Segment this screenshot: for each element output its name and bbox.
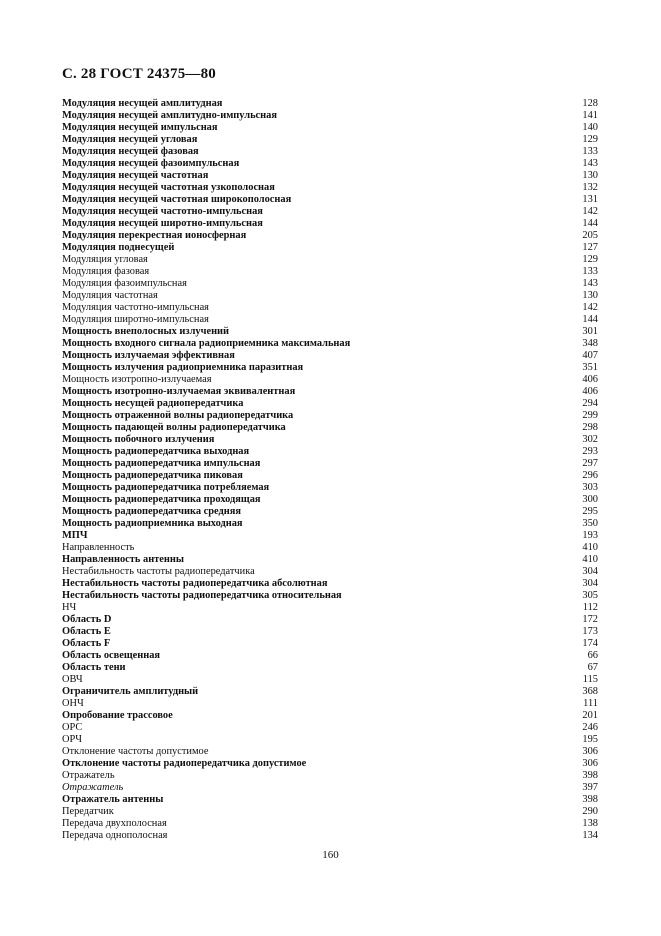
index-entry bbox=[62, 434, 598, 446]
index-term: Мощность побочного излучения bbox=[62, 434, 215, 445]
index-term: Модуляция несущей частотно-импульсная bbox=[62, 206, 263, 217]
index-term: Модуляция поднесущей bbox=[62, 242, 175, 253]
index-page-ref: 293 bbox=[582, 446, 598, 457]
index-entry bbox=[62, 158, 598, 170]
index-page-ref: 130 bbox=[582, 170, 598, 181]
index-term: Мощность несущей радиопередатчика bbox=[62, 398, 244, 409]
index-page-ref: 127 bbox=[582, 242, 598, 253]
index-page-ref: 144 bbox=[582, 218, 598, 229]
index-term: Мощность радиоприемника выходная bbox=[62, 518, 243, 529]
index-entry bbox=[62, 770, 598, 782]
index-entry bbox=[62, 530, 598, 542]
index-page-ref: 304 bbox=[582, 566, 598, 577]
index-term: Модуляция несущей широтно-импульсная bbox=[62, 218, 263, 229]
index-page-ref: 201 bbox=[582, 710, 598, 721]
index-term: Модуляция широтно-импульсная bbox=[62, 314, 209, 325]
index-term: Область F bbox=[62, 638, 111, 649]
index-page-ref: 398 bbox=[582, 794, 598, 805]
index-page-ref: 406 bbox=[582, 374, 598, 385]
index-page-ref: 304 bbox=[582, 578, 598, 589]
index-page-ref: 112 bbox=[582, 602, 598, 613]
index-page-ref: 306 bbox=[582, 758, 598, 769]
index-term: Передача однополосная bbox=[62, 830, 168, 841]
index-page-ref: 294 bbox=[582, 398, 598, 409]
index-term: Модуляция угловая bbox=[62, 254, 148, 265]
index-term: Модуляция перекрестная ионосферная bbox=[62, 230, 247, 241]
index-entry bbox=[62, 542, 598, 554]
index-page-ref: 410 bbox=[582, 542, 598, 553]
index-entry bbox=[62, 638, 598, 650]
index-term: МПЧ bbox=[62, 530, 88, 541]
index-page-ref: 350 bbox=[582, 518, 598, 529]
index-page-ref: 142 bbox=[582, 206, 598, 217]
index-term: Мощность отраженной волны радиопередатчика bbox=[62, 410, 294, 421]
index-entry bbox=[62, 614, 598, 626]
index-entry bbox=[62, 146, 598, 158]
index-term: Нестабильность частоты радиопередатчика относительная bbox=[62, 590, 342, 601]
index-page-ref: 205 bbox=[582, 230, 598, 241]
index-entry bbox=[62, 818, 598, 830]
index-page-ref: 301 bbox=[582, 326, 598, 337]
index-entry bbox=[62, 398, 598, 410]
index-entry bbox=[62, 374, 598, 386]
index-entry bbox=[62, 290, 598, 302]
index-term: Отклонение частоты радиопередатчика допустимое bbox=[62, 758, 307, 769]
index-entry bbox=[62, 182, 598, 194]
index-term: Нестабильность частоты радиопередатчика абсолютная bbox=[62, 578, 328, 589]
index-entry bbox=[62, 350, 598, 362]
index-entry bbox=[62, 278, 598, 290]
index-entry bbox=[62, 326, 598, 338]
index-term: Нестабильность частоты радиопередатчика bbox=[62, 566, 255, 577]
index-entry bbox=[62, 134, 598, 146]
index-page-ref: 131 bbox=[582, 194, 598, 205]
index-entry bbox=[62, 734, 598, 746]
index-term: Передача двухполосная bbox=[62, 818, 167, 829]
index-page-ref: 368 bbox=[582, 686, 598, 697]
index-entry bbox=[62, 806, 598, 818]
index-entry bbox=[62, 758, 598, 770]
index-page-ref: 129 bbox=[582, 134, 598, 145]
index-term: Отражатель антенны bbox=[62, 794, 164, 805]
index-entry bbox=[62, 362, 598, 374]
index-entry bbox=[62, 338, 598, 350]
index-page-ref: 303 bbox=[582, 482, 598, 493]
index-term: Мощность излучения радиоприемника паразитная bbox=[62, 362, 304, 373]
index-entry bbox=[62, 302, 598, 314]
index-page-ref: 133 bbox=[582, 266, 598, 277]
index-page-ref: 143 bbox=[582, 278, 598, 289]
index-term: Модуляция несущей фазовая bbox=[62, 146, 199, 157]
index-entry bbox=[62, 650, 598, 662]
index-page-ref: 141 bbox=[582, 110, 598, 121]
index-term: Модуляция несущей частотная широкополосная bbox=[62, 194, 292, 205]
index-entry bbox=[62, 782, 598, 794]
index-entry bbox=[62, 566, 598, 578]
index-term: Область E bbox=[62, 626, 111, 637]
index-term: Отклонение частоты допустимое bbox=[62, 746, 209, 757]
index-term: Модуляция фазовая bbox=[62, 266, 150, 277]
index-page-ref: 306 bbox=[582, 746, 598, 757]
index-entry bbox=[62, 686, 598, 698]
index-term: Модуляция несущей фазоимпульсная bbox=[62, 158, 240, 169]
index-entry bbox=[62, 506, 598, 518]
index-entry bbox=[62, 410, 598, 422]
page-header: С. 28 ГОСТ 24375—80 bbox=[62, 66, 216, 82]
index-term: ОНЧ bbox=[62, 698, 84, 709]
index-entry bbox=[62, 482, 598, 494]
index-page-ref: 115 bbox=[582, 674, 598, 685]
index-page-ref: 138 bbox=[582, 818, 598, 829]
index-page-ref: 195 bbox=[582, 734, 598, 745]
index-term: НЧ bbox=[62, 602, 77, 613]
index-entry bbox=[62, 446, 598, 458]
index-entry bbox=[62, 698, 598, 710]
index-entry bbox=[62, 518, 598, 530]
index-page-ref: 143 bbox=[582, 158, 598, 169]
index-page-ref: 297 bbox=[582, 458, 598, 469]
index-list bbox=[62, 98, 598, 842]
index-term: Модуляция фазоимпульсная bbox=[62, 278, 187, 289]
index-page-ref: 410 bbox=[582, 554, 598, 565]
index-term: Отражатель bbox=[62, 782, 124, 793]
index-term: Мощность входного сигнала радиоприемника максимальная bbox=[62, 338, 351, 349]
index-page-ref: 397 bbox=[582, 782, 598, 793]
index-entry bbox=[62, 578, 598, 590]
index-term: Мощность радиопередатчика проходящая bbox=[62, 494, 261, 505]
index-term: Мощность изотропно-излучаемая эквивалентная bbox=[62, 386, 296, 397]
index-term: Мощность радиопередатчика импульсная bbox=[62, 458, 261, 469]
index-term: Мощность изотропно-излучаемая bbox=[62, 374, 212, 385]
index-term: Модуляция частотно-импульсная bbox=[62, 302, 209, 313]
page-number: 160 bbox=[322, 849, 339, 861]
index-entry bbox=[62, 626, 598, 638]
index-entry bbox=[62, 722, 598, 734]
index-entry bbox=[62, 314, 598, 326]
index-term: ОВЧ bbox=[62, 674, 83, 685]
index-entry bbox=[62, 254, 598, 266]
index-entry bbox=[62, 194, 598, 206]
index-page-ref: 174 bbox=[582, 638, 598, 649]
index-term: Опробование трассовое bbox=[62, 710, 173, 721]
index-page-ref: 299 bbox=[582, 410, 598, 421]
index-entry bbox=[62, 122, 598, 134]
index-term: Модуляция частотная bbox=[62, 290, 158, 301]
index-term: Мощность падающей волны радиопередатчика bbox=[62, 422, 286, 433]
index-page-ref: 246 bbox=[582, 722, 598, 733]
index-entry bbox=[62, 266, 598, 278]
index-entry bbox=[62, 458, 598, 470]
index-term: Мощность внеполосных излучений bbox=[62, 326, 230, 337]
index-page-ref: 348 bbox=[582, 338, 598, 349]
index-page-ref: 129 bbox=[582, 254, 598, 265]
index-page-ref: 142 bbox=[582, 302, 598, 313]
index-term: Модуляция несущей амплитудно-импульсная bbox=[62, 110, 277, 121]
index-term: Модуляция несущей импульсная bbox=[62, 122, 218, 133]
index-page-ref: 298 bbox=[582, 422, 598, 433]
index-term: Мощность радиопередатчика пиковая bbox=[62, 470, 243, 481]
index-page-ref: 134 bbox=[582, 830, 598, 841]
index-term: Ограничитель амплитудный bbox=[62, 686, 199, 697]
index-entry bbox=[62, 830, 598, 842]
index-page-ref: 295 bbox=[582, 506, 598, 517]
index-entry bbox=[62, 710, 598, 722]
index-page-ref: 193 bbox=[582, 530, 598, 541]
index-page-ref: 300 bbox=[582, 494, 598, 505]
index-term: Мощность излучаемая эффективная bbox=[62, 350, 235, 361]
index-entry bbox=[62, 674, 598, 686]
index-entry bbox=[62, 230, 598, 242]
index-entry bbox=[62, 662, 598, 674]
index-entry bbox=[62, 470, 598, 482]
index-term: Модуляция несущей частотная узкополосная bbox=[62, 182, 275, 193]
index-page-ref: 302 bbox=[582, 434, 598, 445]
index-term: Мощность радиопередатчика выходная bbox=[62, 446, 250, 457]
index-term: Направленность bbox=[62, 542, 135, 553]
index-page-ref: 111 bbox=[583, 698, 598, 709]
index-entry bbox=[62, 590, 598, 602]
index-entry bbox=[62, 242, 598, 254]
index-page-ref: 66 bbox=[587, 650, 598, 661]
index-page-ref: 351 bbox=[582, 362, 598, 373]
index-page-ref: 398 bbox=[582, 770, 598, 781]
index-term: ОРЧ bbox=[62, 734, 83, 745]
index-page-ref: 290 bbox=[582, 806, 598, 817]
index-page-ref: 130 bbox=[582, 290, 598, 301]
index-page-ref: 132 bbox=[582, 182, 598, 193]
index-page-ref: 67 bbox=[587, 662, 598, 673]
index-entry bbox=[62, 170, 598, 182]
index-page-ref: 305 bbox=[582, 590, 598, 601]
index-entry bbox=[62, 218, 598, 230]
index-term: Отражатель bbox=[62, 770, 115, 781]
index-page-ref: 407 bbox=[582, 350, 598, 361]
index-term: Модуляция несущей частотная bbox=[62, 170, 209, 181]
index-page-ref: 133 bbox=[582, 146, 598, 157]
index-entry bbox=[62, 494, 598, 506]
index-page-ref: 172 bbox=[582, 614, 598, 625]
index-term: Модуляция несущей угловая bbox=[62, 134, 198, 145]
index-page-ref: 406 bbox=[582, 386, 598, 397]
index-term: Модуляция несущей амплитудная bbox=[62, 98, 223, 109]
index-page-ref: 140 bbox=[582, 122, 598, 133]
index-entry bbox=[62, 422, 598, 434]
index-page-ref: 296 bbox=[582, 470, 598, 481]
index-entry bbox=[62, 746, 598, 758]
index-entry bbox=[62, 602, 598, 614]
index-entry bbox=[62, 794, 598, 806]
index-term: Передатчик bbox=[62, 806, 114, 817]
index-entry bbox=[62, 98, 598, 110]
index-term: Область тени bbox=[62, 662, 126, 673]
index-page-ref: 128 bbox=[582, 98, 598, 109]
index-page-ref: 144 bbox=[582, 314, 598, 325]
index-term: Мощность радиопередатчика средняя bbox=[62, 506, 241, 517]
index-term: Область освещенная bbox=[62, 650, 161, 661]
index-entry bbox=[62, 110, 598, 122]
index-page-ref: 173 bbox=[582, 626, 598, 637]
index-entry bbox=[62, 386, 598, 398]
index-term: Направленность антенны bbox=[62, 554, 184, 565]
index-entry bbox=[62, 554, 598, 566]
index-entry bbox=[62, 206, 598, 218]
index-term: Мощность радиопередатчика потребляемая bbox=[62, 482, 270, 493]
index-term: ОРС bbox=[62, 722, 83, 733]
index-term: Область D bbox=[62, 614, 112, 625]
